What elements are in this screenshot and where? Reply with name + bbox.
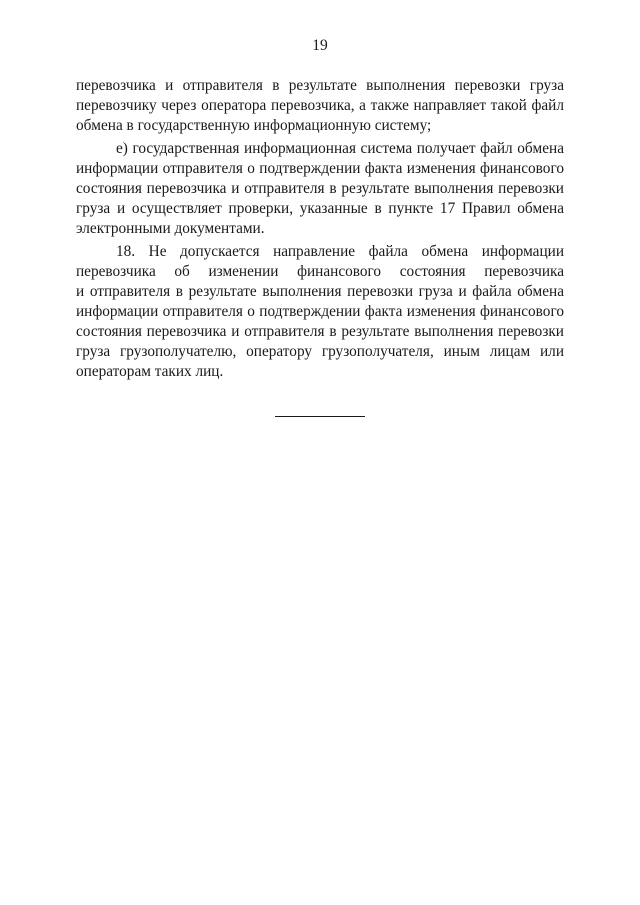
text-line: состояния перевозчика и отправителя в результате выполнения перевозки	[76, 323, 564, 340]
text-line: состояния перевозчика и отправителя в результате выполнения перевозки	[76, 180, 564, 197]
text-line: груза грузополучателю, оператору грузополучателя, иным лицам или	[76, 343, 564, 360]
page-number: 19	[312, 37, 328, 54]
text-line: перевозчика об изменении финансового состояния перевозчика	[76, 263, 564, 280]
text-line: 18. Не допускается направление файла обмена информации	[116, 243, 564, 260]
text-line: электронными документами.	[76, 220, 265, 237]
text-line: груза и осуществляет проверки, указанные в пункте 17 Правил обмена	[76, 200, 564, 217]
text-line: информации отправителя о подтверждении факта изменения финансового	[76, 160, 564, 177]
text-line: обмена в государственную информационную систему;	[76, 117, 432, 134]
text-line: перевозчику через оператора перевозчика, а также направляет такой файл	[76, 97, 564, 114]
text-line: перевозчика и отправителя в результате выполнения перевозки груза	[76, 77, 564, 94]
text-line: е) государственная информационная система получает файл обмена	[116, 140, 564, 157]
text-line: операторам таких лиц.	[76, 363, 224, 380]
text-line: информации отправителя о подтверждении факта изменения финансового	[76, 303, 564, 320]
end-of-document-rule	[275, 416, 365, 417]
text-line: и отправителя в результате выполнения перевозки груза и файла обмена	[76, 283, 564, 300]
